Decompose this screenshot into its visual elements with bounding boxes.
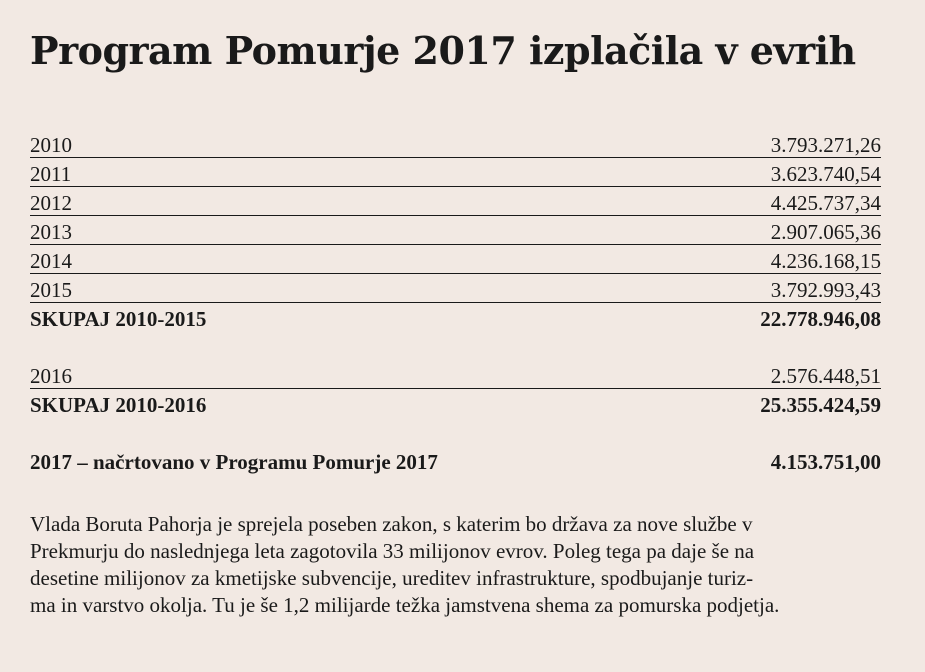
total-label: SKUPAJ 2010-2016 <box>30 393 207 417</box>
total-row-2010-2016 <box>30 393 881 417</box>
row-value: 4.236.168,15 <box>770 249 881 273</box>
total-value: 25.355.424,59 <box>760 393 881 417</box>
row-value: 3.793.271,26 <box>770 133 881 157</box>
body-paragraph <box>30 511 890 619</box>
paragraph-line: desetine milijonov za kmetijske subvencije, ureditev infrastrukture, spodbujanje turiz- <box>30 566 754 590</box>
row-value: 2.576.448,51 <box>770 364 881 388</box>
table-row <box>30 220 881 245</box>
paragraph-line: Vlada Boruta Pahorja je sprejela poseben zakon, s katerim bo država za nove službe v <box>30 512 753 536</box>
planned-label: 2017 – načrtovano v Programu Pomurje 2017 <box>30 450 438 474</box>
table-row <box>30 364 881 389</box>
row-year: 2013 <box>30 220 72 244</box>
table-row <box>30 191 881 216</box>
row-value: 4.425.737,34 <box>770 191 881 215</box>
row-value: 3.792.993,43 <box>770 278 881 302</box>
row-year: 2012 <box>30 191 72 215</box>
total-value: 22.778.946,08 <box>760 307 881 331</box>
total-label: SKUPAJ 2010-2015 <box>30 307 207 331</box>
paragraph-line: ma in varstvo okolja. Tu je še 1,2 milijarde težka jamstvena shema za pomurska podjetja. <box>30 593 780 617</box>
planned-value: 4.153.751,00 <box>770 450 881 474</box>
table-row <box>30 162 881 187</box>
total-row-2010-2015 <box>30 307 881 331</box>
table-row <box>30 133 881 158</box>
row-year: 2016 <box>30 364 72 388</box>
table-row <box>30 278 881 303</box>
row-year: 2010 <box>30 133 72 157</box>
row-value: 3.623.740,54 <box>770 162 881 186</box>
row-year: 2014 <box>30 249 72 273</box>
table-row <box>30 249 881 274</box>
row-year: 2011 <box>30 162 72 186</box>
page-title: Program Pomurje 2017 izplačila v evrih <box>30 28 856 73</box>
planned-2017-row <box>30 450 881 474</box>
row-year: 2015 <box>30 278 72 302</box>
paragraph-line: Prekmurju do naslednjega leta zagotovila 33 milijonov evrov. Poleg tega pa daje še na <box>30 539 755 563</box>
row-value: 2.907.065,36 <box>770 220 881 244</box>
